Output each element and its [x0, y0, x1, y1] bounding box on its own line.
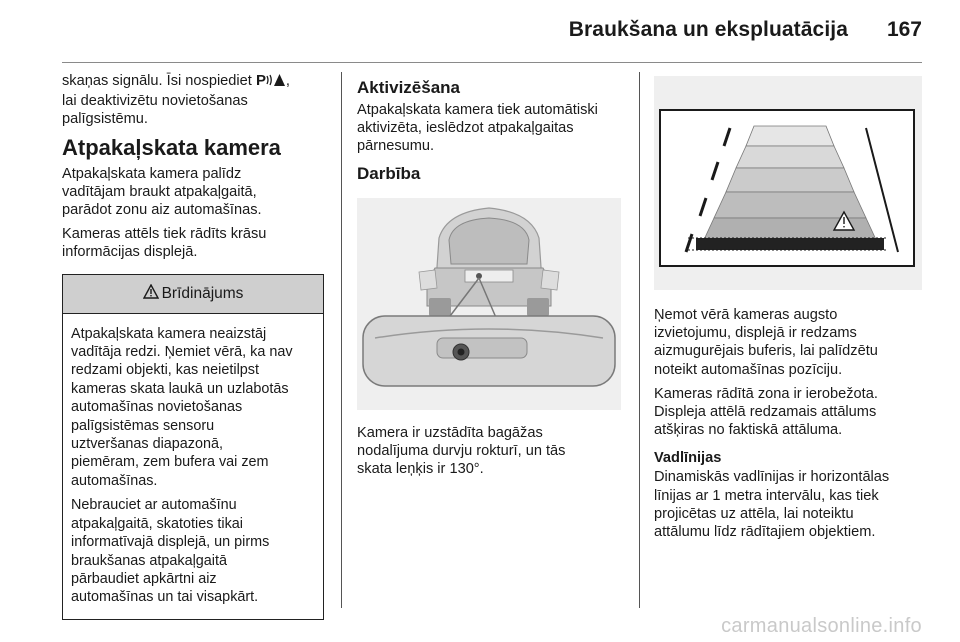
- warning-header: [63, 275, 323, 314]
- intro-text-c: lai deaktivizētu novietošanas: [62, 93, 248, 110]
- page-number: 167: [886, 18, 922, 41]
- warning-triangle-icon: [143, 284, 159, 304]
- paragraph-operation: [357, 424, 625, 479]
- header-rule: [62, 62, 922, 63]
- paragraph-display: [62, 225, 324, 261]
- text-line: atšķiras no faktiskā attāluma.: [654, 422, 843, 439]
- column-1: [62, 72, 324, 620]
- text-line: Atpakaļskata kamera neaizstāj: [71, 325, 267, 342]
- text-line: Kamera ir uzstādīta bagāžas: [357, 424, 543, 441]
- section-heading-rear-camera: Atpakaļskata kamera: [62, 134, 281, 160]
- text-line: redzami objekti, kas neietilpst: [71, 362, 259, 379]
- text-line: automašīnas un tai visapkārt.: [71, 589, 259, 606]
- warning-body: [63, 314, 323, 619]
- paragraph-camera-position: [654, 306, 922, 379]
- warning-paragraph-1: [71, 325, 315, 491]
- page-header-title: Braukšana un ekspluatācija: [568, 18, 848, 41]
- text-line: vadītājam braukt atpakaļgaitā,: [62, 183, 257, 200]
- text-line: aktivizēta, ieslēdzot atpakaļgaitas: [357, 120, 574, 137]
- text-line: Nebrauciet ar automašīnu: [71, 497, 237, 514]
- rear-camera-location-illustration: [357, 198, 621, 410]
- text-line: pārbaudiet apkārtni aiz: [71, 570, 217, 587]
- paragraph-description: [62, 165, 324, 220]
- text-line: informatīvajā displejā, un pirms: [71, 534, 270, 551]
- text-line: braukšanas atpakaļgaitā: [71, 552, 228, 569]
- column-divider-2: [639, 72, 640, 608]
- column-2: [357, 72, 625, 484]
- paragraph-guidelines: [654, 468, 922, 541]
- watermark: carmanualsonline.info: [721, 615, 922, 637]
- text-line: uztveršanas diapazonā,: [71, 436, 224, 453]
- warning-box: [62, 274, 324, 620]
- text-line: projicētas uz attēla, lai noteiktu: [654, 505, 854, 522]
- section-heading-guidelines: Vadlīnijas: [654, 450, 722, 467]
- text-line: skata leņķis ir 130°.: [357, 461, 484, 478]
- text-line: Dinamiskās vadlīnijas ir horizontālas: [654, 469, 890, 486]
- text-line: palīgsistēmas sensoru: [71, 417, 215, 434]
- text-line: Kameras rādītā zona ir ierobežota.: [654, 385, 878, 402]
- section-heading-operation: Darbība: [357, 163, 421, 183]
- text-line: automašīnas.: [71, 472, 158, 489]
- text-line: piemēram, zem bufera vai zem: [71, 454, 269, 471]
- intro-text-b: ,: [285, 73, 290, 89]
- park-assist-off-icon: [256, 72, 286, 92]
- text-line: līnijas ar 1 metra intervālu, kas tiek: [654, 487, 879, 504]
- section-heading-activation: Aktivizēšana: [357, 78, 460, 97]
- text-line: attālumu līdz rādītajiem objektiem.: [654, 524, 876, 541]
- paragraph-activation: [357, 101, 625, 156]
- text-line: aizmugurējais buferis, lai palīdzētu: [654, 343, 878, 360]
- column-3: [654, 72, 922, 547]
- text-line: Kameras attēls tiek rādīts krāsu: [62, 226, 267, 243]
- intro-text-a: skaņas signālu. Īsi nospiediet: [62, 73, 252, 89]
- column-divider-1: [341, 72, 342, 608]
- text-line: Atpakaļskata kamera tiek automātiski: [357, 102, 598, 118]
- intro-text-d: palīgsistēmu.: [62, 111, 148, 128]
- text-line: parādot zonu aiz automašīnas.: [62, 202, 262, 219]
- text-line: noteikt automašīnas pozīciju.: [654, 361, 843, 378]
- text-line: nodalījuma durvju rokturī, un tās: [357, 442, 566, 459]
- camera-display-illustration: [654, 76, 922, 290]
- text-line: Atpakaļskata kamera palīdz: [62, 165, 242, 182]
- text-line: Ņemot vērā kameras augsto: [654, 307, 838, 323]
- text-line: kameras skata laukā un uzlabotās: [71, 380, 289, 397]
- svg-text:P: P: [255, 72, 266, 87]
- intro-paragraph: [62, 72, 324, 129]
- paragraph-camera-zone: [654, 385, 922, 440]
- warning-paragraph-2: [71, 496, 315, 606]
- text-line: atpakaļgaitā, skatoties tikai: [71, 515, 243, 532]
- text-line: automašīnas novietošanas: [71, 399, 243, 416]
- warning-title: Brīdinājums: [161, 284, 244, 302]
- text-line: vadītāja redzi. Ņemiet vērā, ka nav: [71, 344, 293, 361]
- text-line: izvietojumu, displejā ir redzams: [654, 325, 857, 342]
- text-line: Displeja attēlā redzamais attālums: [654, 404, 877, 421]
- text-line: informācijas displejā.: [62, 244, 198, 261]
- text-line: pārnesumu.: [357, 138, 435, 155]
